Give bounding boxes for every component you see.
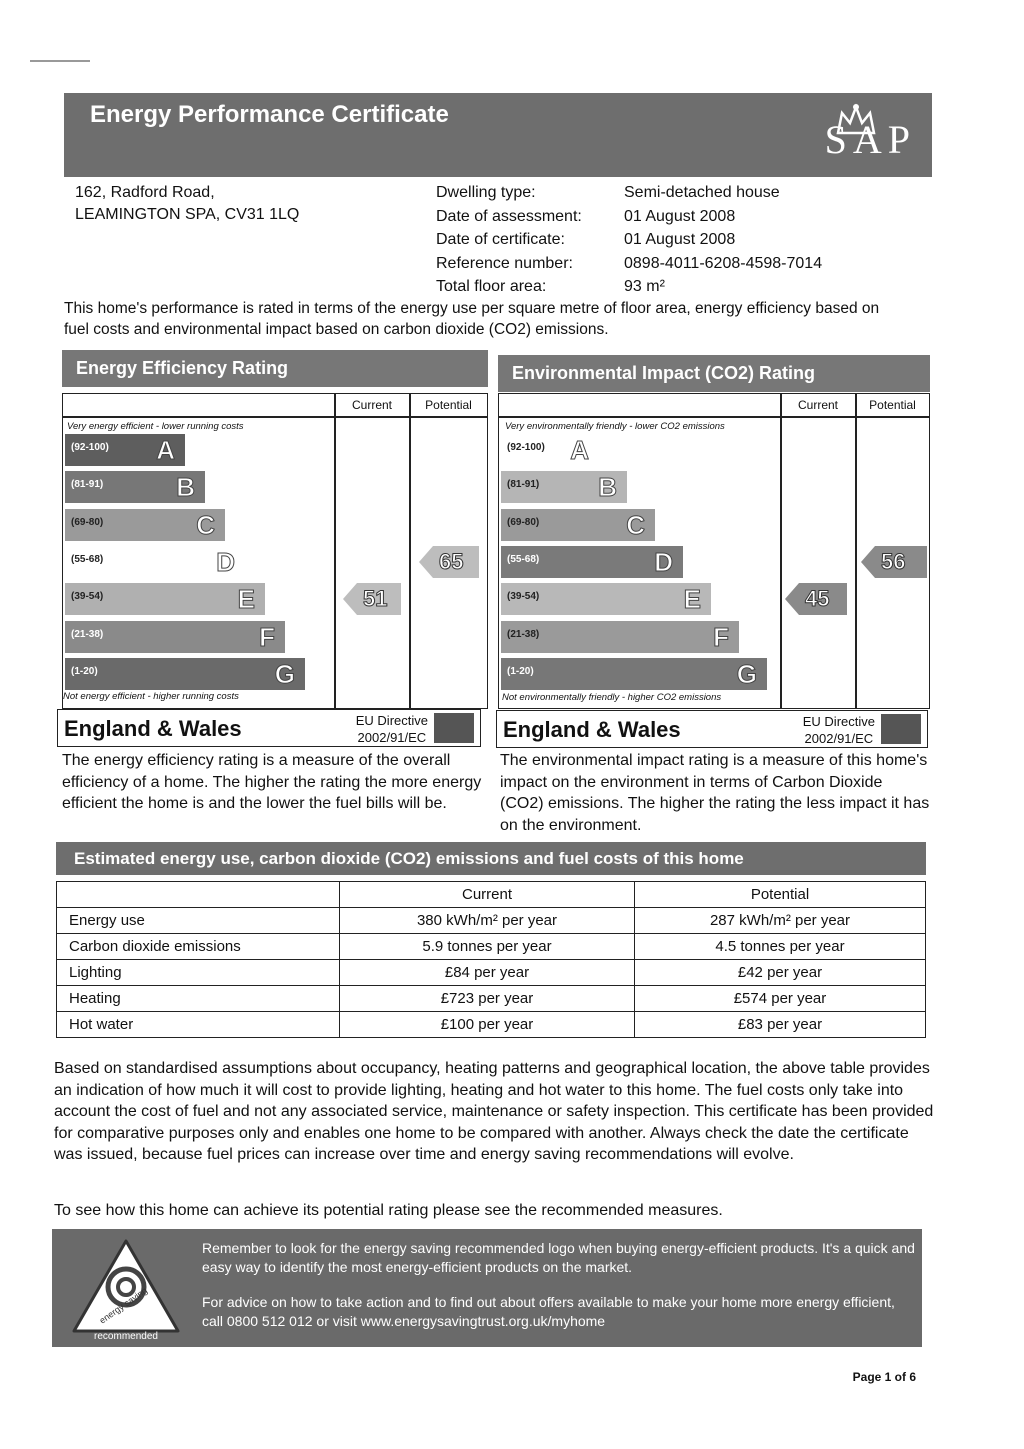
detail-row <box>436 181 822 205</box>
band-letter: F <box>713 621 729 652</box>
detail-label: Reference number: <box>436 254 573 272</box>
band-range: (1-20) <box>507 665 534 677</box>
row-label: Energy use <box>57 908 340 934</box>
detail-label: Date of certificate: <box>436 231 565 248</box>
banner-paragraph-1: Remember to look for the energy saving recommended logo when buying energy-efficient products. It's a quick and easy way to identify the most energy-efficient products on the market. <box>202 1240 915 1275</box>
row-current: 5.9 tonnes per year <box>340 934 635 960</box>
potential-rating-arrow <box>861 546 927 578</box>
see-recommendations-text: To see how this home can achieve its potential rating please see the recommended measures. <box>54 1202 723 1219</box>
bottom-caption: Not environmentally friendly - higher CO2 emissions <box>502 692 722 703</box>
table-row <box>57 934 926 960</box>
environment-rating-chart <box>498 393 930 709</box>
band-letter: G <box>736 658 757 689</box>
rating-band-f <box>501 621 739 653</box>
band-letter: C <box>196 509 215 540</box>
environment-description: The environmental impact rating is a measure of this home's impact on the environment in terms of Carbon Dioxide (CO2) emissions. The higher the rating the less impact it has on the environment. <box>500 752 930 834</box>
table-header-current: Current <box>340 882 635 908</box>
certificate-header <box>64 93 932 177</box>
current-column-header: Current <box>797 398 838 412</box>
rating-band-g <box>65 658 305 690</box>
row-potential: £574 per year <box>635 986 926 1012</box>
detail-value: Semi-detached house <box>624 184 780 201</box>
table-header-potential: Potential <box>635 882 926 908</box>
detail-row <box>436 252 822 276</box>
band-range: (39-54) <box>71 591 104 603</box>
efficiency-rating-chart <box>62 393 488 709</box>
row-potential: £42 per year <box>635 960 926 986</box>
bottom-caption: Not energy efficient - higher running costs <box>63 691 239 702</box>
table-row <box>57 986 926 1012</box>
top-caption: Very environmentally friendly - lower CO2 emissions <box>505 421 725 432</box>
rating-band-c <box>65 509 225 541</box>
band-letter: F <box>259 621 275 652</box>
eu-directive-code: 2002/91/EC <box>357 730 427 745</box>
eu-directive-label: EU Directive <box>355 713 428 728</box>
detail-value: 93 m² <box>624 278 665 295</box>
row-label: Carbon dioxide emissions <box>57 934 340 960</box>
potential-column-header: Potential <box>425 398 472 412</box>
environment-footer <box>496 710 928 748</box>
detail-row <box>436 275 822 299</box>
table-header-row <box>57 882 926 908</box>
efficiency-description: The energy efficiency rating is a measure of the overall efficiency of a home. The higher the rating the more energy efficient the home is and the lower the fuel bills will be. <box>62 752 482 812</box>
detail-value: 01 August 2008 <box>624 207 736 225</box>
band-range: (39-54) <box>507 591 540 603</box>
band-range: (69-80) <box>71 516 104 528</box>
rating-band-c <box>501 509 655 541</box>
band-letter: E <box>237 584 255 615</box>
detail-value: 01 August 2008 <box>624 231 736 248</box>
detail-row <box>436 228 822 252</box>
potential-rating-arrow <box>419 546 479 578</box>
band-range: (69-80) <box>507 516 540 528</box>
property-address <box>75 182 299 226</box>
band-letter: B <box>598 472 617 503</box>
band-range: (81-91) <box>71 479 104 491</box>
address-line-2: LEAMINGTON SPA, CV31 1LQ <box>75 206 300 223</box>
intro-text: This home's performance is rated in terms of the energy use per square metre of floor area, energy efficiency based on fuel costs and environmental impact based on carbon dioxide (CO2) emissions. <box>64 300 880 338</box>
sap-logo-text: SAP <box>824 117 916 162</box>
current-rating-arrow <box>785 583 847 615</box>
banner-paragraph-2: For advice on how to take action and to find out about offers available to make your home more energy efficient, call 0800 512 012 or visit www.energysavingtrust.org.uk/myhome <box>202 1294 895 1329</box>
page-number: Page 1 of 6 <box>852 1370 916 1384</box>
potential-rating-value: 65 <box>439 548 464 574</box>
band-letter: B <box>176 472 195 503</box>
band-letter: D <box>654 546 673 577</box>
current-rating-arrow <box>343 583 401 615</box>
band-letter: A <box>156 435 175 465</box>
region-label: England & Wales <box>503 717 681 742</box>
band-letter: D <box>216 546 235 577</box>
table-header-blank <box>57 882 340 908</box>
band-range: (21-38) <box>507 628 540 640</box>
assumptions-text: Based on standardised assumptions about occupancy, heating patterns and geographical location, the above table provides an indication of how much it will cost to provide lighting, heating and hot water to this home. The fuel costs only take into account the cost of fuel and not any associated service, maintenance or safety inspection. This certificate has been provided for comparative purposes only and enables one home to be compared with another. Always check the date the certificate was issued, because fuel prices can increase over time and energy saving recommendations will evolve. <box>54 1060 934 1163</box>
region-label: England & Wales <box>64 716 242 741</box>
band-letter: G <box>274 658 295 689</box>
eu-directive <box>803 713 875 747</box>
efficiency-footer <box>57 709 481 747</box>
band-letter: C <box>626 509 645 540</box>
table-row <box>57 908 926 934</box>
row-current: 380 kWh/m² per year <box>340 908 635 934</box>
row-potential: £83 per year <box>635 1012 926 1038</box>
property-details <box>436 181 822 299</box>
rating-band-a <box>501 434 599 466</box>
rating-band-b <box>501 471 627 503</box>
rating-band-b <box>65 471 205 503</box>
estimates-table <box>56 881 926 1038</box>
detail-label: Total floor area: <box>436 278 547 295</box>
energy-saving-recommended-logo <box>68 1235 184 1341</box>
band-range: (55-68) <box>71 553 104 565</box>
row-label: Hot water <box>57 1012 340 1038</box>
logo-text: energy saving <box>97 1285 150 1326</box>
rating-band-e <box>65 583 265 615</box>
potential-rating-value: 56 <box>881 548 906 574</box>
band-range: (55-68) <box>507 553 540 565</box>
row-current: £84 per year <box>340 960 635 986</box>
band-range: (21-38) <box>71 628 104 640</box>
rating-band-a <box>65 434 185 466</box>
address-line-1: 162, Radford Road, <box>75 184 215 201</box>
band-range: (1-20) <box>71 665 98 677</box>
efficiency-panel-title: Energy Efficiency Rating <box>62 350 488 387</box>
rating-band-e <box>501 583 711 615</box>
rating-band-d <box>501 546 683 578</box>
certificate-title: Energy Performance Certificate <box>90 101 449 128</box>
detail-label: Date of assessment: <box>436 207 582 225</box>
scan-mark <box>30 60 90 62</box>
eu-directive <box>356 712 428 746</box>
row-current: £100 per year <box>340 1012 635 1038</box>
estimates-title: Estimated energy use, carbon dioxide (CO2) emissions and fuel costs of this home <box>56 842 926 875</box>
rating-band-g <box>501 658 767 690</box>
band-range: (81-91) <box>507 479 540 491</box>
logo-subtext: recommended <box>94 1331 158 1341</box>
current-column-header: Current <box>351 398 392 412</box>
current-rating-value: 51 <box>363 586 388 612</box>
row-label: Heating <box>57 986 340 1012</box>
band-letter: A <box>570 435 589 465</box>
table-row <box>57 960 926 986</box>
detail-value: 0898-4011-6208-4598-7014 <box>624 254 823 272</box>
current-rating-value: 45 <box>805 586 830 612</box>
sap-logo <box>798 99 918 171</box>
rating-band-f <box>65 621 285 653</box>
row-potential: 4.5 tonnes per year <box>635 934 926 960</box>
energy-saving-banner <box>52 1229 922 1347</box>
detail-row <box>436 205 822 229</box>
row-potential: 287 kWh/m² per year <box>635 908 926 934</box>
detail-label: Dwelling type: <box>436 184 536 201</box>
environment-panel-title: Environmental Impact (CO2) Rating <box>498 355 930 392</box>
banner-text <box>202 1239 917 1347</box>
band-range: (92-100) <box>507 442 545 453</box>
table-row <box>57 1012 926 1038</box>
top-caption: Very energy efficient - lower running costs <box>67 421 244 432</box>
potential-column-header: Potential <box>869 398 916 412</box>
eu-flag-icon <box>434 713 474 743</box>
band-range: (92-100) <box>71 442 109 453</box>
row-label: Lighting <box>57 960 340 986</box>
eu-directive-label: EU Directive <box>802 714 875 729</box>
eu-flag-icon <box>881 714 921 744</box>
rating-band-d <box>65 546 245 578</box>
eu-directive-code: 2002/91/EC <box>804 731 874 746</box>
band-letter: E <box>683 584 701 615</box>
row-current: £723 per year <box>340 986 635 1012</box>
